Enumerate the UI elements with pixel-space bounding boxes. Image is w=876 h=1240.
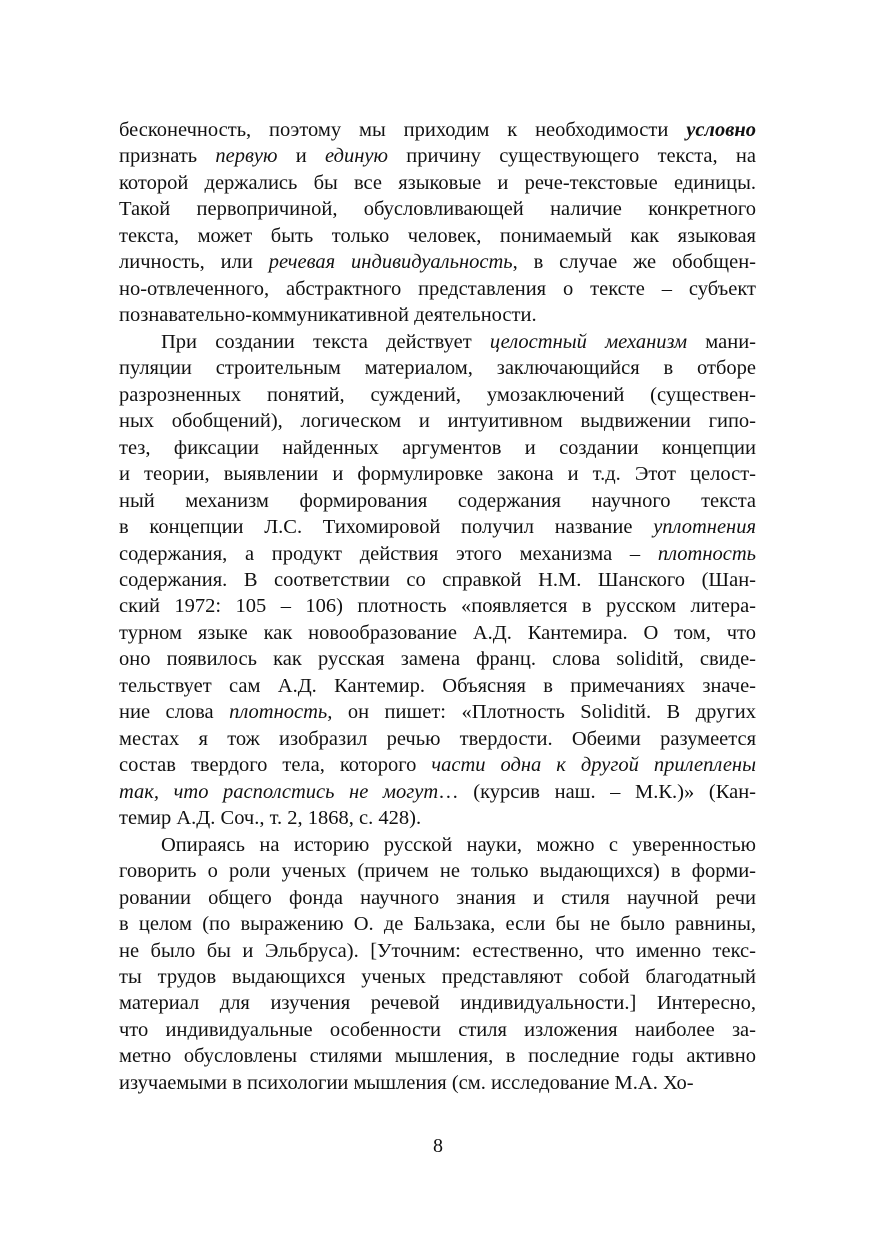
emphasized-text: единую <box>325 145 388 168</box>
text-run: текста, может быть только человек, понимаемый как языковая <box>119 224 756 247</box>
text-line <box>119 408 756 434</box>
paragraph <box>119 832 756 1097</box>
text-run: ние слова <box>119 701 230 724</box>
text-run: пуляции строительным материалом, заключающийся в отборе <box>119 357 756 380</box>
text-line <box>119 249 756 275</box>
text-line <box>119 355 756 381</box>
text-run: в целом (по выражению О. де Бальзака, если бы не было равнины, <box>119 913 756 936</box>
text-run: ный механизм формирования содержания научного текста <box>119 489 756 512</box>
text-run: При создании текста действует <box>161 330 490 353</box>
emphasized-text: первую <box>215 145 278 168</box>
text-run: местах я тож изобразил речью твердости. Обеими разумеется <box>119 727 756 750</box>
text-line <box>119 673 756 699</box>
text-run: материал для изучения речевой индивидуальности.] Интересно, <box>119 992 756 1015</box>
paragraph <box>119 329 756 832</box>
text-run: познавательно-коммуникативной деятельности. <box>119 304 537 327</box>
text-line <box>119 276 756 302</box>
text-line <box>119 1043 756 1069</box>
text-run: оно появилось как русская замена франц. слова soliditй, свиде- <box>119 648 756 671</box>
text-run: бесконечность, поэтому мы приходим к необходимости <box>119 119 687 141</box>
text-line <box>119 541 756 567</box>
paragraph <box>119 117 756 329</box>
text-run: что индивидуальные особенности стиля изложения наиболее за- <box>119 1018 756 1041</box>
text-line <box>119 805 756 831</box>
emphasized-text: уплотнения <box>653 516 756 539</box>
text-line <box>119 382 756 408</box>
text-line <box>119 752 756 778</box>
text-line <box>119 329 756 355</box>
emphasized-text: так, что располстись не могут <box>119 780 439 803</box>
text-line <box>119 911 756 937</box>
text-run: личность, или <box>119 251 269 274</box>
text-line <box>119 699 756 725</box>
text-run: состав твердого тела, которого <box>119 754 432 777</box>
text-run: в концепции Л.С. Тихомировой получил название <box>119 516 654 539</box>
text-line <box>119 1017 756 1043</box>
text-line <box>119 117 756 143</box>
text-run: причину существующего текста, на <box>387 145 756 168</box>
text-line <box>119 1070 756 1096</box>
body-text <box>119 117 756 1096</box>
text-line <box>119 143 756 169</box>
text-line <box>119 593 756 619</box>
text-line <box>119 858 756 884</box>
text-run: говорить о роли ученых (причем не только выдающихся) в форми- <box>119 860 756 883</box>
text-line <box>119 196 756 222</box>
text-run: , в случае же обобщен- <box>512 251 756 274</box>
text-line <box>119 779 756 805</box>
text-run: ровании общего фонда научного знания и стиля научной речи <box>119 886 756 909</box>
text-run: он пишет: «Плотность Soliditй. В других <box>332 701 756 724</box>
text-run: ский 1972: 105 – 106) плотность «появляется в русском литера- <box>119 595 756 618</box>
text-run: и <box>277 145 326 168</box>
text-line <box>119 620 756 646</box>
emphasized-text: условно <box>686 119 756 141</box>
text-line <box>119 990 756 1016</box>
text-line <box>119 461 756 487</box>
text-line <box>119 567 756 593</box>
text-line <box>119 885 756 911</box>
text-run: содержания, а продукт действия этого механизма – <box>119 542 658 565</box>
text-line <box>119 938 756 964</box>
text-line <box>119 726 756 752</box>
text-run: … (курсив наш. – М.К.)» (Кан- <box>438 780 756 803</box>
text-run: тез, фиксации найденных аргументов и создании концепции <box>119 436 756 459</box>
text-line <box>119 302 756 328</box>
emphasized-text: плотность <box>657 542 756 565</box>
text-line <box>119 435 756 461</box>
text-run: разрозненных понятий, суждений, умозаключений (существен- <box>119 383 756 406</box>
text-run: ных обобщений), логическом и интуитивном выдвижении гипо- <box>119 410 756 433</box>
text-run: признать <box>119 145 216 168</box>
text-run: Такой первопричиной, обусловливающей наличие конкретного <box>119 198 756 221</box>
text-run: темир А.Д. Соч., т. 2, 1868, с. 428). <box>119 807 422 830</box>
emphasized-text: речевая индивидуальность <box>268 251 513 274</box>
text-run: которой держались бы все языковые и рече-текстовые единицы. <box>119 171 756 194</box>
text-run: и теории, выявлении и формулировке закона и т.д. Этот целост- <box>119 463 756 486</box>
text-run: ты трудов выдающихся ученых представляют собой благодатный <box>119 966 756 988</box>
text-run: турном языке как новообразование А.Д. Кантемира. О том, что <box>119 621 756 644</box>
text-line <box>119 832 756 858</box>
text-run: изучаемыми в психологии мышления (см. исследование М.А. Хо- <box>119 1071 694 1094</box>
emphasized-text: целостный механизм <box>489 330 688 353</box>
text-run: но-отвлеченного, абстрактного представления о тексте – субъект <box>119 277 756 300</box>
text-line <box>119 170 756 196</box>
text-run: метно обусловлены стилями мышления, в последние годы активно <box>119 1045 756 1068</box>
text-run: Опираясь на историю русской науки, можно с уверенностью <box>161 833 756 856</box>
text-line <box>119 964 756 990</box>
emphasized-text: плотность, <box>229 701 333 724</box>
text-line <box>119 514 756 540</box>
text-line <box>119 488 756 514</box>
text-line <box>119 646 756 672</box>
emphasized-text: части одна к другой прилеплены <box>431 754 756 777</box>
text-run: не было бы и Эльбруса). [Уточним: естественно, что именно текс- <box>119 939 756 962</box>
text-run: содержания. В соответствии со справкой Н.М. Шанского (Шан- <box>119 568 756 591</box>
text-run: мани- <box>687 330 757 353</box>
text-run: тельствует сам А.Д. Кантемир. Объясняя в примечаниях значе- <box>119 674 756 697</box>
text-line <box>119 223 756 249</box>
page-number: 8 <box>433 1135 443 1157</box>
